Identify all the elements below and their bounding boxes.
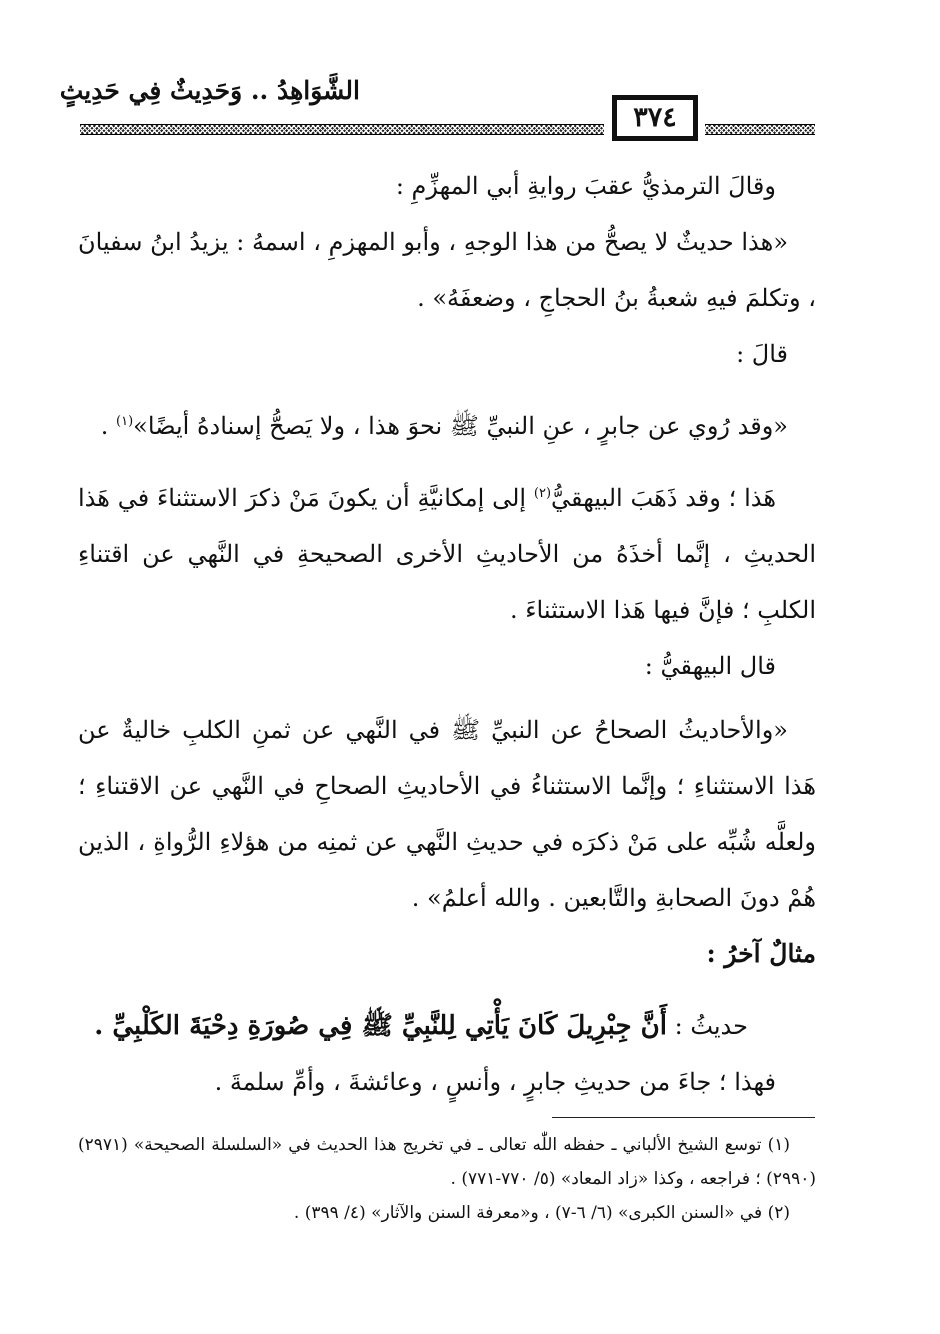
footnote-ref-1: (١): [116, 414, 134, 429]
hadith-statement: [78, 998, 816, 1054]
main-text: [78, 158, 816, 1110]
paragraph-bayhaqi-said: قال البيهقيُّ :: [644, 652, 776, 680]
footnote-1: (١) توسع الشيخ الألباني ـ حفظه اللّٰه تعالى ـ في تخريج هذا الحديث في «السلسلة الصحيحة» (٢٩٧١) (٢٩٩٠) ؛ فراجعه ، وكذا «زاد المعاد» (٥/ ٧٧٠-٧٧١) .: [78, 1135, 816, 1189]
paragraph-jabir-quote: [78, 398, 816, 454]
footnote-separator: [552, 1117, 815, 1118]
jabir-quote-end: .: [100, 412, 117, 440]
paragraph-narrators: فهذا ؛ جاءَ من حديثِ جابرٍ ، وأنسٍ ، وعائشةَ ، وأمِّ سلمةَ .: [214, 1068, 776, 1096]
header-rule-right: [705, 124, 815, 135]
paragraph-bayhaqi-quote: «والأحاديثُ الصحاحُ عن النبيِّ ﷺ في النَّهي عن ثمنِ الكلبِ خاليةٌ عن هَذا الاستثناءِ ؛ وإنَّما الاستثناءُ في الأحاديثِ الصحاحِ في النَّهي عن الاقتناءِ ؛ ولعلَّه شُبِّه على مَنْ ذكرَه في حديثِ النَّهي عن ثمنِه من هؤلاءِ الرُّواةِ ، الذين هُمْ دونَ الصحابةِ والتَّابعين . والله أعلمُ» .: [78, 716, 816, 912]
hadith-label: حديثُ :: [666, 1012, 748, 1040]
paragraph-tirmidhi-quote: «هذا حديثٌ لا يصحُّ من هذا الوجهِ ، وأبو المهزمِ ، اسمهُ : يزيدُ ابنُ سفيانَ ، وتكلمَ فيهِ شعبةُ بنُ الحجاجِ ، وضعفَهُ» .: [78, 228, 816, 312]
bayhaqi-view-a: هَذا ؛ وقد ذَهَبَ البيهقيُّ: [551, 484, 776, 512]
running-title: الشَّوَاهِدُ .. وَحَدِيثٌ فِي حَدِيثٍ: [59, 76, 360, 105]
paragraph-bayhaqi-view: [78, 470, 816, 638]
jabir-quote-text: «وقد رُوي عن جابرٍ ، عنِ النبيِّ ﷺ نحوَ هذا ، ولا يَصحُّ إسنادهُ أيضًا»: [133, 412, 788, 440]
hadith-text: أَنَّ جِبْرِيلَ كَانَ يَأْتِي لِلنَّبِيِّ ﷺ فِي صُورَةِ دِحْيَةَ الكَلْبِيِّ .: [94, 1011, 667, 1041]
footnote-ref-2: (٢): [533, 486, 552, 501]
section-heading: مثالٌ آخرُ :: [706, 939, 816, 968]
page-number: ٣٧٤: [612, 95, 698, 141]
paragraph-qala: قالَ :: [736, 340, 788, 368]
footnote-2: (٢) في «السنن الكبرى» (٦/ ٦-٧) ، و«معرفة السنن والآثار» (٤/ ٣٩٩) .: [293, 1203, 790, 1223]
bayhaqi-view-b: إلى إمكانيَّةِ أن يكونَ مَنْ ذكرَ الاستثناءَ في هَذا الحديثِ ، إنَّما أخذَهُ من الأحاديثِ الأخرى الصحيحةِ في النَّهي عن اقتناءِ الكلبِ ؛ فإنَّ فيها هَذا الاستثناءَ .: [78, 484, 816, 624]
footnotes: [78, 1128, 816, 1230]
paragraph-tirmidhi-intro: وقالَ الترمذيُّ عقبَ روايةِ أبي المهزِّمِ :: [395, 172, 776, 200]
header-rule-left: [80, 124, 604, 135]
